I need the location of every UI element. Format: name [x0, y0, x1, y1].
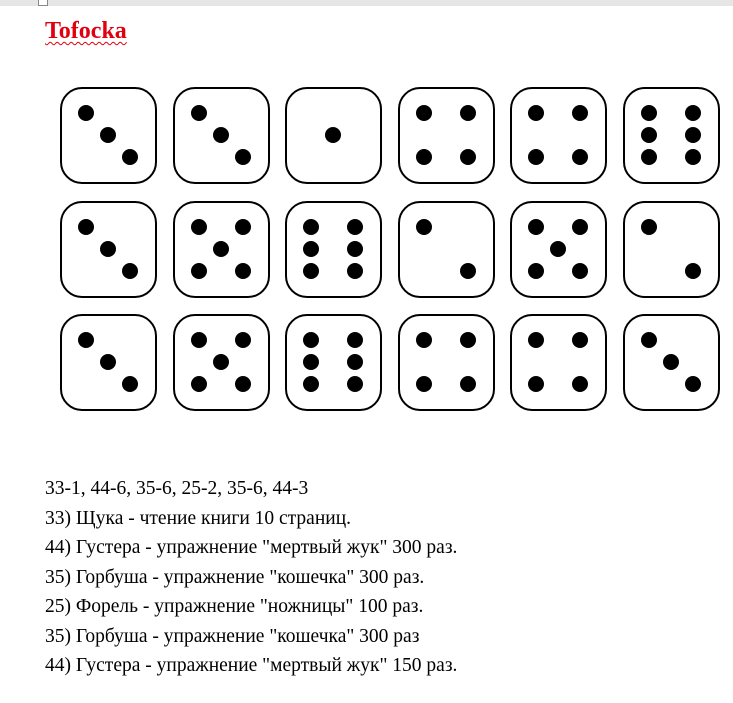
die-pip — [460, 105, 476, 121]
die-pip — [416, 219, 432, 235]
die-pip — [303, 376, 319, 392]
die-pip — [572, 332, 588, 348]
die-pip — [572, 263, 588, 279]
note-line: 33) Щука - чтение книги 10 страниц. — [45, 507, 352, 529]
die-pip — [213, 354, 229, 370]
die-pip — [213, 241, 229, 257]
die-pip — [685, 263, 701, 279]
die-pip — [572, 105, 588, 121]
die-face-1 — [285, 87, 382, 184]
die-pip — [460, 263, 476, 279]
die-pip — [303, 332, 319, 348]
die-face-6 — [285, 201, 382, 298]
die-pip — [100, 354, 116, 370]
die-face-2 — [398, 201, 495, 298]
page-corner-marker — [38, 0, 48, 6]
die-pip — [191, 376, 207, 392]
die-pip — [641, 105, 657, 121]
die-face-3 — [60, 314, 157, 411]
die-pip — [550, 241, 566, 257]
die-pip — [122, 376, 138, 392]
die-pip — [347, 241, 363, 257]
die-pip — [235, 219, 251, 235]
note-line: 35) Горбуша - упражнение "кошечка" 300 раз. — [45, 566, 425, 588]
die-face-4 — [510, 87, 607, 184]
die-pip — [303, 354, 319, 370]
die-pip — [235, 376, 251, 392]
die-pip — [78, 219, 94, 235]
die-pip — [460, 149, 476, 165]
die-pip — [685, 127, 701, 143]
note-line: 25) Форель - упражнение "ножницы" 100 раз. — [45, 596, 424, 617]
die-pip — [416, 332, 432, 348]
die-pip — [347, 376, 363, 392]
note-line: 35) Горбуша - упражнение "кошечка" 300 раз — [45, 625, 420, 647]
die-pip — [325, 127, 341, 143]
die-pip — [347, 354, 363, 370]
die-pip — [213, 127, 229, 143]
die-pip — [122, 149, 138, 165]
die-pip — [78, 332, 94, 348]
die-pip — [416, 376, 432, 392]
die-pip — [303, 241, 319, 257]
top-toolbar-strip — [0, 0, 733, 6]
die-pip — [303, 219, 319, 235]
die-face-3 — [623, 314, 720, 411]
dice-grid — [60, 87, 720, 411]
die-pip — [460, 332, 476, 348]
die-pip — [191, 219, 207, 235]
die-pip — [191, 332, 207, 348]
die-pip — [235, 149, 251, 165]
die-pip — [572, 149, 588, 165]
die-pip — [641, 219, 657, 235]
die-face-6 — [623, 87, 720, 184]
die-pip — [191, 105, 207, 121]
die-face-3 — [60, 87, 157, 184]
die-face-5 — [510, 201, 607, 298]
die-face-6 — [285, 314, 382, 411]
die-face-5 — [173, 201, 270, 298]
die-pip — [78, 105, 94, 121]
die-pip — [235, 332, 251, 348]
die-pip — [685, 376, 701, 392]
die-pip — [303, 263, 319, 279]
note-line: 44) Густера - упражнение "мертвый жук" 300 раз. — [45, 537, 458, 558]
die-face-4 — [398, 87, 495, 184]
die-pip — [100, 241, 116, 257]
die-face-3 — [60, 201, 157, 298]
die-pip — [528, 376, 544, 392]
die-pip — [641, 149, 657, 165]
die-pip — [685, 149, 701, 165]
die-pip — [235, 263, 251, 279]
document-title: Tofocka — [45, 18, 127, 44]
note-line: 44) Густера - упражнение "мертвый жук" 150 раз. — [45, 655, 458, 676]
die-pip — [347, 263, 363, 279]
die-face-2 — [623, 201, 720, 298]
die-pip — [663, 354, 679, 370]
die-pip — [572, 376, 588, 392]
die-pip — [100, 127, 116, 143]
die-pip — [685, 105, 701, 121]
die-pip — [347, 219, 363, 235]
die-pip — [641, 127, 657, 143]
die-pip — [191, 263, 207, 279]
dice-summary-line: 33-1, 44-6, 35-6, 25-2, 35-6, 44-3 — [45, 478, 309, 499]
die-pip — [528, 263, 544, 279]
die-pip — [460, 376, 476, 392]
notes-block — [45, 474, 725, 681]
die-pip — [528, 105, 544, 121]
die-pip — [416, 149, 432, 165]
die-pip — [416, 105, 432, 121]
die-face-4 — [510, 314, 607, 411]
die-face-5 — [173, 314, 270, 411]
die-pip — [528, 219, 544, 235]
die-face-3 — [173, 87, 270, 184]
die-pip — [347, 332, 363, 348]
die-pip — [528, 332, 544, 348]
die-pip — [641, 332, 657, 348]
die-face-4 — [398, 314, 495, 411]
die-pip — [572, 219, 588, 235]
die-pip — [528, 149, 544, 165]
die-pip — [122, 263, 138, 279]
